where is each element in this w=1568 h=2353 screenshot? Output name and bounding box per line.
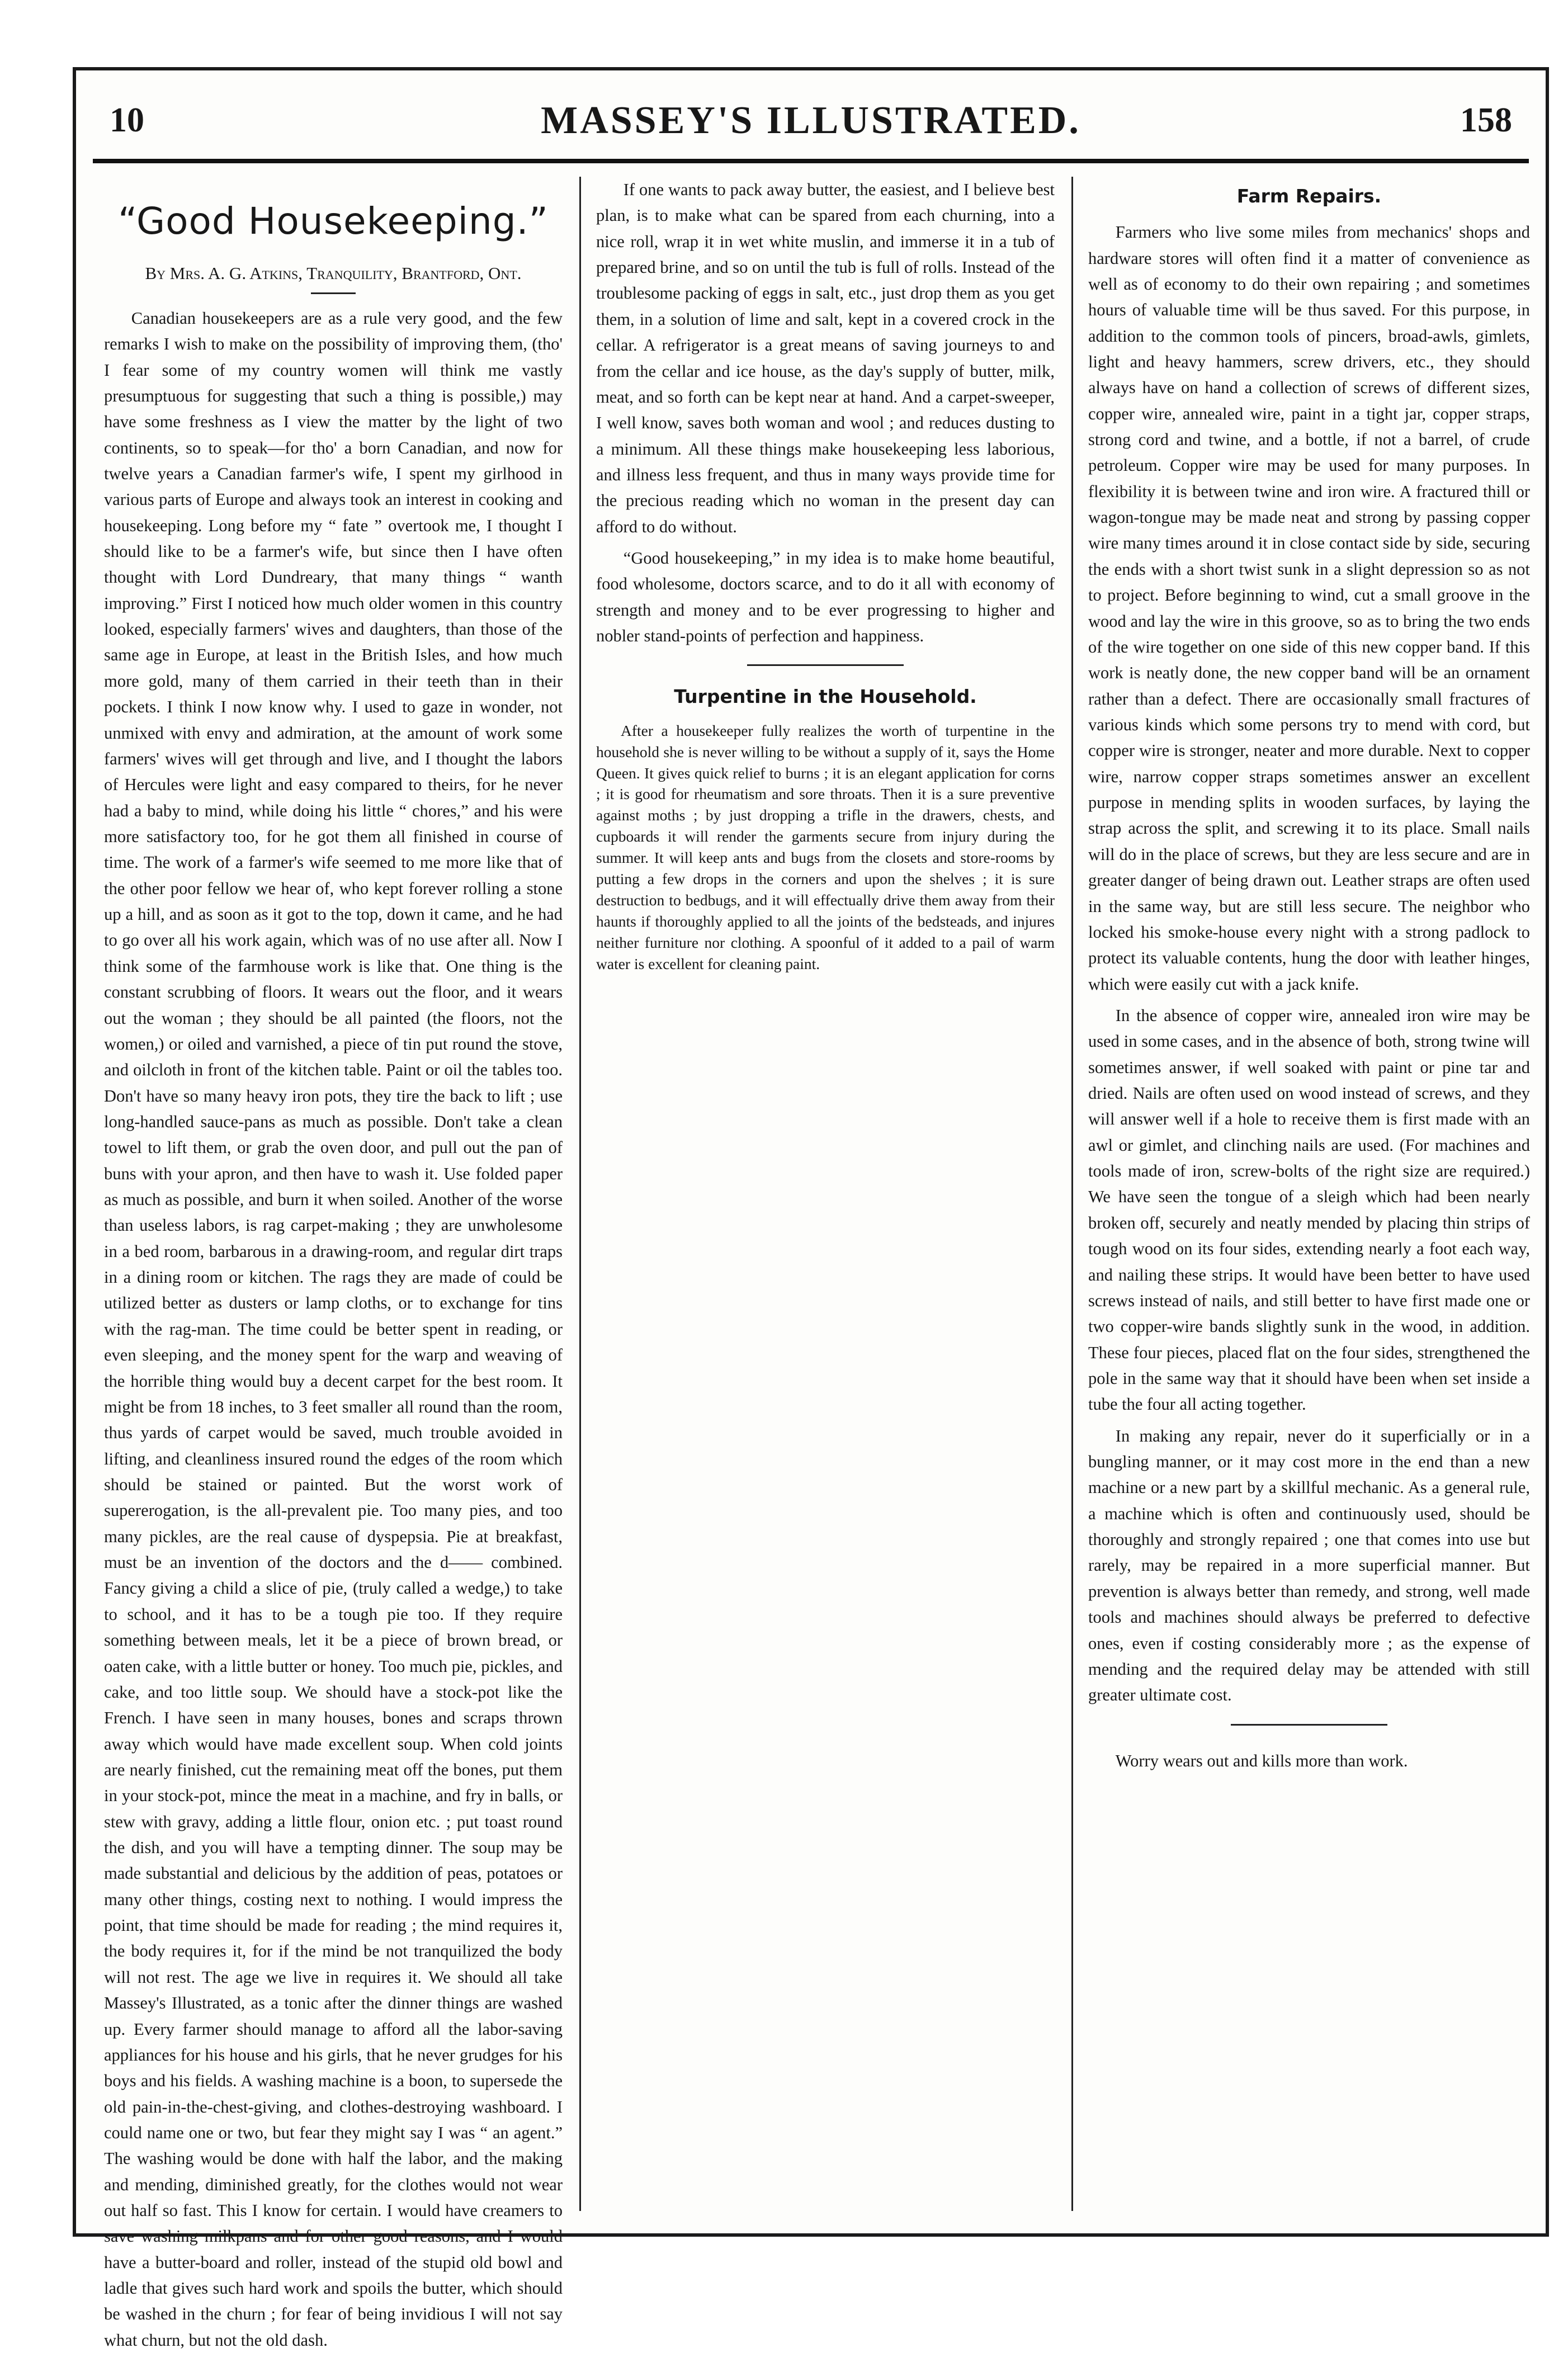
column-2 <box>596 177 1055 2211</box>
article-title-good-housekeeping: “Good Housekeeping.” <box>118 200 549 243</box>
article-paragraph: In the absence of copper wire, annealed iron wire may be used in some cases, and in the absence of both, strong twine will sometimes answer, if well soaked with paint or pine tar and dried. Nails are often used on wood instead of screws, and they will answer well if a hole to receive them is first made with an awl or gimlet, and clinching nails are used. (For machines and tools made of iron, screw-bolts of the right size are required.) We have seen the tongue of a sleigh which had been nearly broken off, securely and neatly mended by placing thin strips of tough wood on its four sides, extending nearly a foot each way, and nailing these strips. It would have been better to have used screws instead of nails, and still better to have first made one or two copper-wire bands slightly sunk in the wood, in addition. These four pieces, placed flat on the four sides, strengthened the pole in the same way that it should have been when set inside a tube the four all acting together. <box>1088 1005 1530 1414</box>
article-paragraph: In making any repair, never do it superficially or in a bungling manner, or it may cost more in the end than a new machine or a new part by a skillful mechanic. As a general rule, a machine which is often and continuously used, should be thoroughly and strongly repaired ; one that comes into use but rarely, may be repaired in a more superficial manner. But prevention is always better than remedy, and strong, well made tools and machines should always be preferred to defective ones, even if costing considerably more ; as the expense of mending and the required delay may be attended with still greater ultimate cost. <box>1088 1426 1530 1705</box>
article-paragraph: Farmers who live some miles from mechanics' shops and hardware stores will often find it a matter of convenience as well as of economy to do their own repairing ; and sometimes hours of valuable time will be thus saved. For this purpose, in addition to the common tools of pincers, broad-awls, gimlets, light and heavy hammers, screw drivers, etc., they should always have on hand a collection of screws of different sizes, copper wire, annealed wire, paint in a tight jar, copper straps, strong cord and twine, and a bottle, if not a barrel, of crude petroleum. Copper wire may be used for many purposes. In flexibility it is between twine and iron wire. A fractured thill or wagon-tongue may be made neat and strong by passing copper wire many times around it in close contact side by side, securing the ends with a short twist sunk in a slight depression so as not to project. Before beginning to wind, cut a small groove in the wood and lay the wire in this groove, so as to bring the two ends of the wire together on one side of this new copper band. If this work is neatly done, the new copper band will be an ornament rather than a defect. There are occasionally small fractures of various kinds which some persons try to mend with cord, but copper wire is stronger, neater and more durable. Next to copper wire, narrow copper straps sometimes answer an excellent purpose in mending splits in wooden surfaces, by laying the strap across the split, and screwing it to its place. Small nails will do in the place of screws, but they are less secure and are in greater danger of being drawn out. Leather straps are often used in the same way, but are still less secure. The neighbor who locked his smoke-house every night with a strong padlock to protect its valuable contents, hung the door with leather hinges, which were easily cut with a jack knife. <box>1088 223 1530 994</box>
page-number-right: 158 <box>1460 101 1512 139</box>
article-byline: By Mrs. A. G. Atkins, Tranquility, Brantford, Ont. <box>145 263 522 284</box>
masthead-rule <box>93 159 1529 163</box>
footnote-worry: Worry wears out and kills more than work. <box>1115 1751 1408 1770</box>
byline-rule <box>311 292 356 294</box>
publication-title: MASSEY'S ILLUSTRATED. <box>541 99 1081 142</box>
article-body-good-housekeeping <box>104 305 563 2353</box>
newspaper-page <box>73 67 1549 2350</box>
article-title-farm-repairs: Farm Repairs. <box>1236 185 1382 207</box>
section-rule <box>1231 1724 1387 1726</box>
section-rule <box>747 664 904 666</box>
article-paragraph: “Good housekeeping,” in my idea is to make home beautiful, food wholesome, doctors scarce, and to do it all with economy of strength and money and to be ever progressing to higher and nobler stand-points of perfection and happiness. <box>596 549 1055 646</box>
column-divider <box>1071 177 1073 2211</box>
column-3 <box>1088 177 1530 2211</box>
article-paragraph: After a housekeeper fully realizes the worth of turpentine in the household she is never willing to be without a supply of it, says the Home Queen. It gives quick relief to burns ; it is an elegant application for corns ; it is good for rheumatism and sore throats. Then it is a sure preventive against moths ; by just dropping a trifle in the drawers, chests, and cupboards it will render the garments secure from injury during the summer. It will keep ants and bugs from the closets and store-rooms by putting a few drops in the corners and upon the shelves ; it is sure destruction to bedbugs, and it will effectually drive them away from their haunts if thoroughly applied to all the joints of the bedsteads, and injures neither furniture nor clothing. A spoonful of it added to a pail of warm water is excellent for cleaning paint. <box>596 721 1055 972</box>
column-divider <box>579 177 581 2211</box>
page-number-left: 10 <box>110 101 144 139</box>
masthead <box>93 93 1529 160</box>
article-paragraph: If one wants to pack away butter, the easiest, and I believe best plan, is to make what can be spared from each churning, into a nice roll, wrap it in wet white muslin, and immerse it in a tub of prepared brine, and so on until the tub is full of rolls. Instead of the troublesome packing of eggs in salt, etc., just drop them as you get them, in a solution of lime and salt, kept in a covered crock in the cellar. A refrigerator is a great means of saving journeys to and from the cellar and ice house, as the day's supply of butter, milk, meat, and so forth can be kept near at hand. And a carpet-sweeper, I well know, saves both woman and wool ; and reduces dusting to a minimum. All these things make housekeeping less laborious, and illness less frequent, and thus in many ways provide time for the precious reading which no woman in the present day can afford to do without. <box>596 180 1055 536</box>
article-title-turpentine: Turpentine in the Household. <box>674 686 977 708</box>
column-1 <box>104 177 563 2350</box>
article-paragraph: Canadian housekeepers are as a rule very good, and the few remarks I wish to make on the possibility of improving them, (tho' I fear some of my country women will think me vastly presumptuous for suggesting that such a thing is possible,) may have some freshness as I view the matter by the light of two continents, so to speak—for tho' a born Canadian, and now for twelve years a Canadian farmer's wife, I spent my girlhood in various parts of Europe and always took an interest in cooking and housekeeping. Long before my “ fate ” overtook me, I thought I should like to be a farmer's wife, but since then I have often thought with Lord Dundreary, that many things “ wanth improving.” First I noticed how much older women in this country looked, especially farmers' wives and daughters, than those of the same age in Europe, at least in the British Isles, and how much more gold, many of them carried in their teeth than in their pockets. I think I now know why. I used to gaze in wonder, not unmixed with envy and admiration, at the amount of work some farmers' wives will get through and live, and I thought the labors of Hercules were light and easy compared to theirs, for he never had a baby to mind, while doing his little “ chores,” and his were more satisfactory too, for he got them all finished in course of time. The work of a farmer's wife seemed to me more like that of the other poor fellow we hear of, who kept forever rolling a stone up a hill, and as soon as it got to the top, down it came, and he had to go over all his work again, which was of no use after all. Now I think some of the farmhouse work is like that. One thing is the constant scrubbing of floors. It wears out the floor, and it wears out the woman ; they should be all painted (the floors, not the women,) or oiled and varnished, a piece of tin put round the stove, and oilcloth in front of the kitchen table. Paint or oil the tables too. Don't have so many heavy iron pots, they tire the back to lift ; use long-handled sauce-pans as much as possible. Don't take a clean towel to lift them, or grab the oven door, and pull out the pan of buns with your apron, and then have to wash it. Use folded paper as much as possible, and burn it when soiled. Another of the worse than useless labors, is rag carpet-making ; they are unwholesome in a bed room, barbarous in a drawing-room, and regular dirt traps in a dining room or kitchen. The rags they are made of could be utilized better as dusters or lamp cloths, or to exchange for tins with the rag-man. The time could be better spent in reading, or even sleeping, and the money spent for the warp and weaving of the horrible thing would buy a decent carpet for the best room. It might be from 18 inches, to 3 feet smaller all round than the room, thus yards of carpet would be saved, much trouble avoided in lifting, and cleanliness insured round the edges of the room which should be stained or painted. But the worst work of supererogation, is the all-prevalent pie. Too many pies, and too many pickles, are the real cause of dyspepsia. Pie at breakfast, must be an invention of the doctors and the d—— combined. Fancy giving a child a slice of pie, (truly called a wedge,) to take to school, and it has to be a tough pie too. If they require something between meals, let it be a piece of brown bread, or oaten cake, with a little butter or honey. Too much pie, pickles, and cake, and too little soup. We should have a stock-pot like the French. I have seen in many houses, bones and scraps thrown away which would have made excellent soup. When cold joints are nearly finished, cut the remaining meat off the bones, put them in your stock-pot, mince the meat in a machine, and fry in balls, or stew with gravy, adding a little flour, onion etc. ; put toast round the dish, and you will have a tempting dinner. The soup may be made substantial and delicious by the addition of peas, potatoes or many other things, costing next to nothing. I would impress the point, that time should be made for reading ; the mind requires it, the body requires it, for if the mind be not tranquilized the body will not rest. The age we live in requires it. We should all take Massey's Illustrated, as a tonic after the dinner things are washed up. Every farmer should manage to afford all the labor-saving appliances for his house and his girls, that he never grudges for his boys and his fields. A washing machine is a boon, to supersede the old pain-in-the-chest-giving, and clothes-destroying washboard. I could name one or two, but fear they might say I was “ an agent.” The washing would be done with half the labor, and the making and mending, diminished greatly, for the clothes would not wear out half so fast. This I know for certain. I would have creamers to save washing milkpans and for other good reasons, and I would have a butter-board and roller, instead of the stupid old bowl and ladle that gives such hard work and spoils the butter, which should be washed in the churn ; for fear of being invidious I will not say what churn, but not the old dash. <box>104 308 563 2350</box>
